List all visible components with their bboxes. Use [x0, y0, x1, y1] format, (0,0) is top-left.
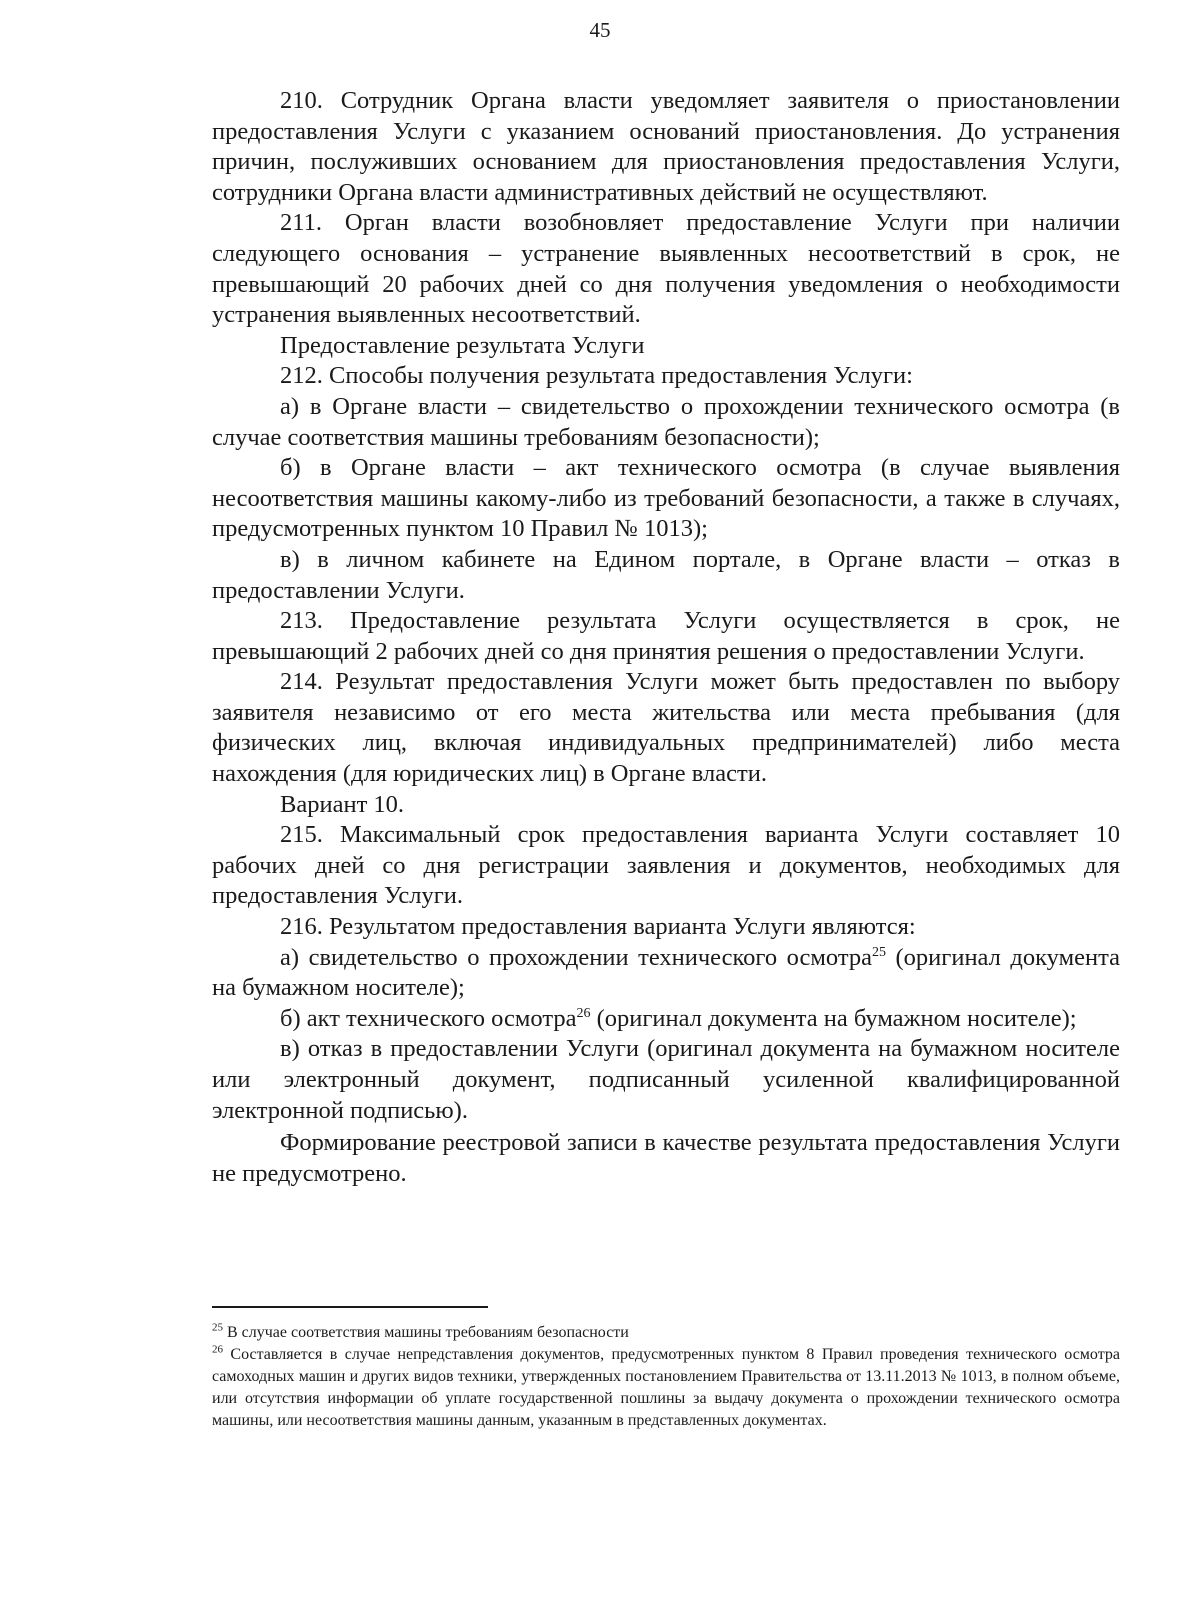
footnote-26: [212, 1344, 1120, 1432]
paragraph-212: 212. Способы получения результата предоставления Услуги:: [280, 362, 913, 390]
paragraph-216: 216. Результатом предоставления варианта Услуги являются:: [280, 913, 916, 941]
document-body: [212, 86, 1120, 1189]
page-number: 45: [589, 18, 611, 42]
paragraph-211: 211. Орган власти возобновляет предоставление Услуги при наличии следующего основания – устранение выявленных несоответствий в срок, не превышающий 20 рабочих дней со дня получения уведомления о необходимости устранения выявленных несоответствий.: [212, 209, 1120, 329]
closing-paragraph: Формирование реестровой записи в качестве результата предоставления Услуги не предусмотрено.: [212, 1129, 1120, 1187]
variant-heading: Вариант 10.: [280, 790, 405, 818]
footnote-divider: [212, 1306, 488, 1308]
paragraph-215: 215. Максимальный срок предоставления варианта Услуги составляет 10 рабочих дней со дня регистрации заявления и документов, необходимых для предоставления Услуги.: [212, 821, 1120, 910]
paragraph-216-item-a: [212, 943, 1120, 1004]
footnote-26-text: Составляется в случае непредставления документов, предусмотренных пунктом 8 Правил проведения технического осмотра самоходных машин и других видов техники, утвержденных постановлением Правительства от 13.11.2013 № 1013, в полном объеме, или отсутствия информации об уплате государственной пошлины за выдачу документа о прохождении технического осмотра машины, или несоответствия машины данным, указанным в представленных документах.: [212, 1346, 1120, 1429]
paragraph-216-item-b: [212, 1004, 1120, 1035]
paragraph-210: 210. Сотрудник Органа власти уведомляет заявителя о приостановлении предоставления Услуги с указанием оснований приостановления. До устранения причин, послуживших основанием для приостановления предоставления Услуги, сотрудники Органа власти административных действий не осуществляют.: [212, 87, 1120, 206]
footnote-ref-25[interactable]: 25: [871, 944, 886, 960]
item-b-text: б) акт технического осмотра: [280, 1004, 577, 1032]
footnotes-section: [212, 1306, 1120, 1432]
paragraph-212-item-a: а) в Органе власти – свидетельство о прохождении технического осмотра (в случае соответствия машины требованиям безопасности);: [212, 392, 1120, 451]
paragraph-214: 214. Результат предоставления Услуги может быть предоставлен по выбору заявителя независимо от его места жительства или места пребывания (для физических лиц, включая индивидуальных предпринимателей) либо места нахождения (для юридических лиц) в Органе власти.: [212, 668, 1120, 788]
paragraph-216-item-c: в) отказ в предоставлении Услуги (оригинал документа на бумажном носителе или электронный документ, подписанный усиленной квалифицированной электронной подписью).: [212, 1035, 1120, 1124]
footnote-25-text: В случае соответствия машины требованиям безопасности: [223, 1324, 629, 1341]
paragraph-212-item-c: в) в личном кабинете на Едином портале, в Органе власти – отказ в предоставлении Услуги.: [212, 545, 1120, 604]
paragraph-212-item-b: б) в Органе власти – акт технического осмотра (в случае выявления несоответствия машины какому-либо из требований безопасности, а также в случаях, предусмотренных пунктом 10 Правил № 1013);: [212, 454, 1120, 543]
footnote-mark-26: 26: [212, 1343, 223, 1356]
footnote-25: [212, 1322, 1120, 1344]
item-a-text: а) свидетельство о прохождении технического осмотра: [280, 943, 872, 971]
item-a-text-after: (оригинал документа на бумажном носителе);: [212, 943, 1120, 1002]
section-heading-result: Предоставление результата Услуги: [280, 331, 645, 359]
footnote-ref-26[interactable]: 26: [576, 1005, 591, 1021]
footnote-mark-25: 25: [212, 1321, 223, 1334]
paragraph-213: 213. Предоставление результата Услуги осуществляется в срок, не превышающий 2 рабочих дней со дня принятия решения о предоставлении Услуги.: [212, 607, 1120, 665]
item-b-text-after: (оригинал документа на бумажном носителе);: [590, 1004, 1077, 1032]
